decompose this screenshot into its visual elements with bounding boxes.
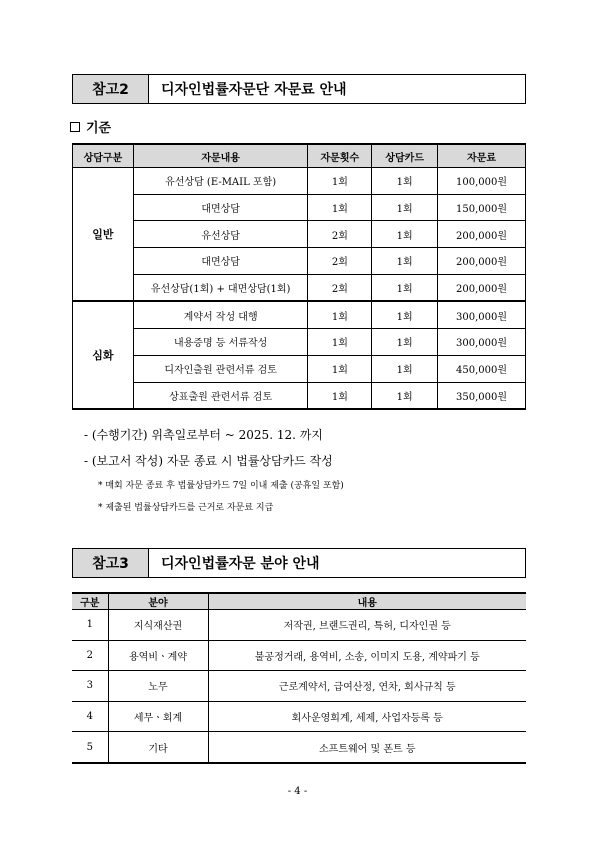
table-cell: 유선상담 (133, 221, 308, 248)
table-row (73, 194, 526, 221)
table-cell: 1회 (372, 301, 438, 328)
table-cell: 1회 (308, 329, 372, 356)
table-cell: 디자인출원 관련서류 검토 (133, 355, 308, 382)
table-cell: 1회 (372, 221, 438, 248)
field-table (72, 592, 526, 764)
table-cell: 1회 (372, 329, 438, 356)
table-cell: 300,000원 (438, 301, 526, 328)
table-cell: 1 (72, 610, 108, 641)
section3-header (72, 548, 526, 578)
table-cell: 1회 (372, 194, 438, 221)
col-header: 분야 (108, 593, 208, 610)
table-cell: 100,000원 (438, 168, 526, 195)
table-cell: 계약서 작성 대행 (133, 301, 308, 328)
section3-tag: 참고3 (73, 549, 149, 577)
table-cell: 450,000원 (438, 355, 526, 382)
section2-tag: 참고2 (73, 75, 149, 103)
table-row (73, 355, 526, 382)
table-cell: 노무 (108, 671, 208, 702)
table-cell: 200,000원 (438, 248, 526, 275)
table-cell: 200,000원 (438, 221, 526, 248)
field-table-header-row (72, 593, 526, 610)
col-header: 자문내용 (133, 144, 308, 168)
table-cell: 2회 (308, 221, 372, 248)
table-row (72, 640, 526, 671)
table-row (72, 610, 526, 641)
col-header: 상담카드 (372, 144, 438, 168)
criteria-heading-label: 기준 (86, 121, 112, 136)
col-header: 상담구분 (73, 144, 134, 168)
fee-table (72, 143, 526, 410)
table-cell: 4 (72, 701, 108, 732)
table-cell: 1회 (308, 355, 372, 382)
category-general: 일반 (73, 168, 134, 302)
table-row (73, 221, 526, 248)
table-row (73, 301, 526, 328)
table-cell: 세무ㆍ회계 (108, 701, 208, 732)
section3-title: 디자인법률자문 분야 안내 (161, 556, 320, 572)
table-cell: 1회 (372, 248, 438, 275)
table-cell: 1회 (308, 194, 372, 221)
section2-header (72, 74, 526, 104)
section2-title: 디자인법률자문단 자문료 안내 (161, 82, 347, 98)
category-deep: 심화 (73, 301, 134, 409)
table-cell: 내용증명 등 서류작성 (133, 329, 308, 356)
table-cell: 350,000원 (438, 382, 526, 409)
table-cell: 1회 (372, 168, 438, 195)
table-cell: 150,000원 (438, 194, 526, 221)
table-cell: 불공정거래, 용역비, 소송, 이미지 도용, 계약파기 등 (208, 640, 526, 671)
table-cell: 1회 (308, 168, 372, 195)
note-report: - (보고서 작성) 자문 종료 시 법률상담카드 작성 (84, 454, 333, 468)
criteria-heading (70, 117, 111, 136)
table-cell: 300,000원 (438, 329, 526, 356)
table-row (73, 168, 526, 195)
table-cell: 3 (72, 671, 108, 702)
col-header: 구분 (72, 593, 108, 610)
table-cell: 2 (72, 640, 108, 671)
table-cell: 대면상담 (133, 248, 308, 275)
col-header: 자문료 (438, 144, 526, 168)
table-cell: 상표출원 관련서류 검토 (133, 382, 308, 409)
table-cell: 저작권, 브랜드권리, 특허, 디자인권 등 (208, 610, 526, 641)
col-header: 내용 (208, 593, 526, 610)
table-cell: 근로계약서, 급여산정, 연차, 회사규칙 등 (208, 671, 526, 702)
table-row (73, 329, 526, 356)
table-row (73, 274, 526, 301)
table-cell: 기타 (108, 732, 208, 763)
note-period: - (수행기간) 위촉일로부터 ~ 2025. 12. 까지 (84, 428, 323, 442)
table-cell: 유선상담 (E-MAIL 포함) (133, 168, 308, 195)
table-cell: 2회 (308, 248, 372, 275)
table-cell: 5 (72, 732, 108, 763)
checkbox-square-icon (70, 122, 80, 132)
table-cell: 1회 (308, 301, 372, 328)
page-number: - 4 - (287, 786, 308, 797)
table-cell: 유선상담(1회) + 대면상담(1회) (133, 274, 308, 301)
table-row (73, 248, 526, 275)
table-cell: 1회 (372, 355, 438, 382)
table-cell: 1회 (372, 274, 438, 301)
table-row (73, 382, 526, 409)
col-header: 자문횟수 (308, 144, 372, 168)
table-row (72, 701, 526, 732)
table-cell: 회사운영회계, 세제, 사업자등록 등 (208, 701, 526, 732)
sub-note-payment: * 제출된 법률상담카드를 근거로 자문료 지급 (98, 503, 274, 513)
table-cell: 지식재산권 (108, 610, 208, 641)
table-cell: 2회 (308, 274, 372, 301)
table-cell: 용역비ㆍ계약 (108, 640, 208, 671)
table-cell: 소프트웨어 및 폰트 등 (208, 732, 526, 763)
sub-note-submit: * 매회 자문 종료 후 법률상담카드 7일 이내 제출 (공휴일 포함) (98, 481, 344, 491)
table-cell: 1회 (308, 382, 372, 409)
table-row (72, 732, 526, 763)
table-row (72, 671, 526, 702)
table-cell: 1회 (372, 382, 438, 409)
table-cell: 200,000원 (438, 274, 526, 301)
table-cell: 대면상담 (133, 194, 308, 221)
fee-table-header-row (73, 144, 526, 168)
